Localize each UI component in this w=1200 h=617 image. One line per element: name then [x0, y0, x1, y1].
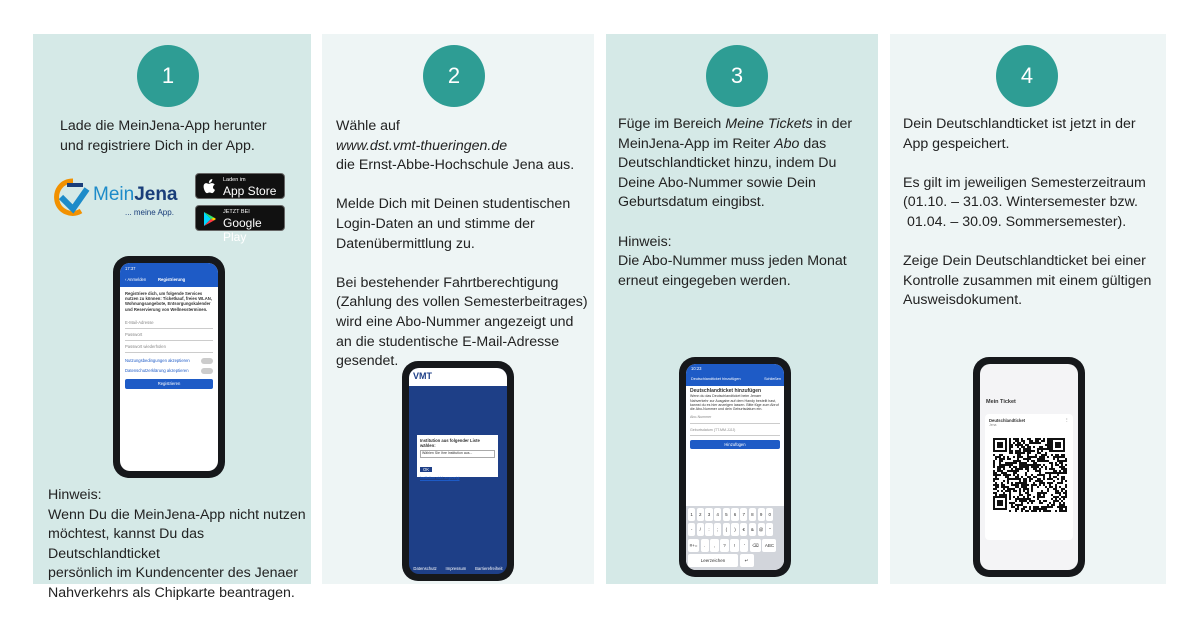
ticket-subtitle: Jena — [989, 423, 997, 428]
vmt-header — [409, 368, 507, 386]
text-line — [903, 154, 1151, 174]
text-line: Zeige Dein Deutschlandticket bei einer — [903, 253, 1146, 270]
google-play-label: Google Play — [223, 216, 262, 244]
keyboard-key[interactable]: 6 — [731, 508, 738, 521]
step-number: 2 — [423, 45, 485, 107]
text-line: Hinweis: — [618, 233, 672, 250]
institution-dialog — [417, 435, 498, 480]
keyboard-key[interactable]: ↵ — [740, 554, 754, 567]
step-4-panel — [890, 34, 1166, 584]
app-header — [686, 364, 784, 386]
ok-button[interactable]: OK — [420, 467, 432, 472]
keyboard-key[interactable]: ' — [740, 539, 748, 552]
phone-vmt-website — [402, 361, 514, 581]
app-store-small: Laden im — [223, 177, 246, 183]
text-line: möchtest, kannst Du das Deutschlandticket — [48, 526, 205, 562]
text-line: Die Abo-Nummer muss jeden Monat — [618, 253, 847, 270]
institution-select[interactable]: Wählen Sie Ihre Institution aus... — [420, 450, 495, 457]
keyboard-key[interactable]: ) — [731, 523, 738, 536]
text-line: und registriere Dich in der App. — [60, 137, 255, 154]
text-line: (01.10. – 31.03. Wintersemester bzw. — [903, 194, 1138, 211]
text-line — [336, 176, 588, 196]
keyboard-key[interactable]: 2 — [697, 508, 704, 521]
intro-text: Registriere dich, um folgende Services nutzen zu können: Ticketkauf, freies WLAN, Wohnungsangebote, Entsorgungskalender und Reservierung von Wellnessterminen. — [125, 291, 212, 312]
status-time: 17:37 — [125, 266, 136, 271]
google-play-icon — [203, 211, 217, 227]
keyboard-key[interactable]: Leerzeichen — [688, 554, 738, 567]
form-description: Wenn du das Deutschlandticket beim Jenaer Nahverkehr zur Ausgabe auf dem Handy bestellt hast, kannst du es hier anzeigen lassen. Bitte füge zum Abruf die Abo-Nummer und dein Geburtsdatum ein. — [690, 394, 779, 412]
phone-screen — [409, 368, 507, 574]
logo-jena: Jena — [134, 184, 178, 205]
vmt-logo: VMT — [413, 371, 432, 381]
keyboard-key[interactable]: 0 — [766, 508, 773, 521]
text-line: wird eine Abo-Nummer angezeigt und — [336, 313, 574, 330]
text-line: erneut eingegeben werden. — [618, 272, 791, 289]
screen-title: Mein Ticket — [986, 399, 1016, 405]
step-number: 1 — [137, 45, 199, 107]
numeric-keyboard — [686, 506, 784, 570]
step-2-text — [336, 117, 588, 372]
apple-icon — [203, 179, 217, 195]
google-play-small: JETZT BEI — [223, 209, 250, 215]
close-button[interactable]: Schließen — [764, 377, 781, 381]
website-link[interactable]: www.dst.vmt-thueringen.de — [336, 137, 508, 154]
keyboard-key[interactable]: 9 — [758, 508, 765, 521]
screen-title: Registrierung — [158, 277, 186, 282]
keyboard-key[interactable]: ! — [730, 539, 738, 552]
google-play-badge[interactable] — [195, 205, 285, 244]
text-line: gesendet. — [336, 353, 399, 370]
text-line — [336, 254, 588, 274]
keyboard-key[interactable]: : — [705, 523, 712, 536]
keyboard-key[interactable]: ( — [723, 523, 730, 536]
add-ticket-form — [686, 386, 784, 452]
text-line: Lade die MeinJena-App herunter — [60, 118, 267, 134]
text-line: Dein Deutschlandticket ist jetzt in der — [903, 116, 1136, 132]
text-line: persönlich im Kundencenter des Jenaer — [48, 565, 299, 582]
ticket-name: Deutschlandticket — [989, 418, 1026, 423]
keyboard-key[interactable]: / — [697, 523, 704, 536]
accessibility-link[interactable]: Barrierefreiheit — [475, 565, 503, 571]
text-line: 01.04. – 30.09. Sommersemester). — [907, 213, 1127, 230]
keyboard-key[interactable]: @ — [758, 523, 765, 536]
text-line: Wähle auf — [336, 118, 400, 134]
text-line: Es gilt im jeweiligen Semesterzeitraum — [903, 174, 1146, 191]
text-line: (Zahlung des vollen Semesterbeitrages) — [336, 294, 588, 311]
text-line: Datenübermittlung zu. — [336, 235, 475, 252]
back-button[interactable]: ‹ Anmelden — [125, 277, 147, 282]
step-1-panel — [33, 34, 311, 601]
app-store-label: App Store — [223, 184, 277, 198]
ticket-card[interactable] — [985, 414, 1073, 540]
text-line: an die studentische E-Mail-Adresse — [336, 333, 560, 350]
email-field[interactable]: E-Mail-Adresse — [125, 317, 213, 329]
text-line: Deine Abo-Nummer sowie Dein — [618, 174, 816, 191]
meinjena-logo — [53, 177, 183, 222]
terms-row — [125, 356, 213, 366]
text-line: die Ernst-Abbe-Hochschule Jena aus. — [336, 157, 575, 174]
keyboard-key[interactable]: #+= — [688, 539, 699, 552]
screen-title: Deutschlandticket hinzufügen — [691, 377, 741, 381]
keyboard-key[interactable]: 7 — [740, 508, 747, 521]
keyboard-key[interactable]: 3 — [705, 508, 712, 521]
keyboard-key[interactable]: ; — [714, 523, 721, 536]
text-line: Bei bestehender Fahrtberechtigung — [336, 274, 559, 291]
institution-missing-link[interactable]: Institution nicht angezeigt — [420, 475, 460, 480]
step-2-panel — [322, 34, 594, 584]
keyboard-key[interactable]: 5 — [723, 508, 730, 521]
step-1-text — [60, 117, 267, 156]
text-line: MeinJena-App im Reiter Abo das — [618, 135, 827, 152]
birthdate-field[interactable]: Geburtsdatum (TT.MM.JJJJ) — [690, 424, 780, 436]
keyboard-key[interactable]: - — [688, 523, 695, 536]
text-line: Melde Dich mit Deinen studentischen — [336, 196, 571, 213]
phone-screen — [120, 263, 218, 471]
text-line: Füge im Bereich Meine Tickets in der — [618, 116, 853, 132]
keyboard-key[interactable]: ⌫ — [750, 539, 761, 552]
logo-mein: Mein — [93, 184, 135, 205]
step-number: 3 — [706, 45, 768, 107]
text-line: Ausweisdokument. — [903, 292, 1023, 309]
keyboard-key[interactable]: ? — [720, 539, 728, 552]
footer-links — [409, 566, 507, 571]
phone-registration — [113, 256, 225, 478]
keyboard-key[interactable]: & — [749, 523, 756, 536]
registration-form — [120, 287, 218, 393]
imprint-link[interactable]: Impressum — [445, 565, 467, 571]
abo-number-field[interactable]: Abo-Nummer — [690, 411, 780, 423]
step-4-text — [903, 115, 1151, 311]
phone-screen — [686, 364, 784, 570]
qr-code — [993, 438, 1067, 512]
keyboard-key[interactable]: . — [701, 539, 709, 552]
phone-add-ticket — [679, 357, 791, 577]
text-line: App gespeichert. — [903, 135, 1010, 152]
text-line: Wenn Du die MeinJena-App nicht nutzen — [48, 506, 306, 523]
app-header — [120, 263, 218, 287]
step-3-panel — [606, 34, 878, 584]
password-field[interactable]: Passwort — [125, 329, 213, 341]
text-line: Geburtsdatum eingibst. — [618, 194, 765, 211]
dialog-title: Institution aus folgender Liste wählen: — [420, 438, 480, 449]
phone-my-ticket — [973, 357, 1085, 577]
keyboard-key[interactable]: € — [740, 523, 747, 536]
add-button[interactable]: Hinzufügen — [690, 440, 780, 449]
text-line — [903, 233, 1151, 253]
terms-label: Nutzungsbedingungen akzeptieren — [125, 358, 190, 364]
text-line: Deutschlandticket hinzu, indem Du — [618, 155, 837, 172]
text-line — [618, 213, 852, 233]
phone-screen — [980, 364, 1078, 570]
register-button[interactable]: Registrieren — [125, 379, 213, 388]
meinjena-logo-icon — [53, 177, 91, 219]
terms-toggle[interactable] — [201, 358, 213, 364]
privacy-toggle[interactable] — [201, 368, 213, 374]
text-line: Nahverkehrs als Chipkarte beantragen. — [48, 584, 295, 601]
status-time: 10:23 — [691, 366, 702, 371]
privacy-label: Datenschutzerklärung akzeptieren — [125, 368, 189, 374]
text-line: Kontrolle zusammen mit einem gültigen — [903, 272, 1152, 289]
logo-wordmark — [93, 184, 178, 206]
keyboard-key[interactable]: 1 — [688, 508, 695, 521]
logo-tagline: ... meine App. — [125, 208, 174, 217]
step-1-note — [48, 486, 311, 604]
privacy-row — [125, 366, 213, 376]
step-3-text — [618, 115, 852, 291]
more-icon[interactable]: ⋮ — [1064, 417, 1069, 422]
keyboard-key[interactable]: 8 — [749, 508, 756, 521]
back-label: Anmelden — [127, 277, 147, 282]
keyboard-key[interactable]: 4 — [714, 508, 721, 521]
app-store-badge[interactable] — [195, 173, 285, 199]
privacy-link[interactable]: Datenschutz — [413, 565, 437, 571]
keyboard-key[interactable]: , — [710, 539, 718, 552]
text-line: Login-Daten an und stimme der — [336, 215, 535, 232]
step-number: 4 — [996, 45, 1058, 107]
text-line: Hinweis: — [48, 487, 102, 503]
password-repeat-field[interactable]: Passwort wiederholen — [125, 341, 213, 353]
keyboard-key[interactable]: " — [766, 523, 773, 536]
form-heading: Deutschlandticket hinzufügen — [690, 388, 762, 394]
keyboard-key[interactable]: ABC — [762, 539, 776, 552]
